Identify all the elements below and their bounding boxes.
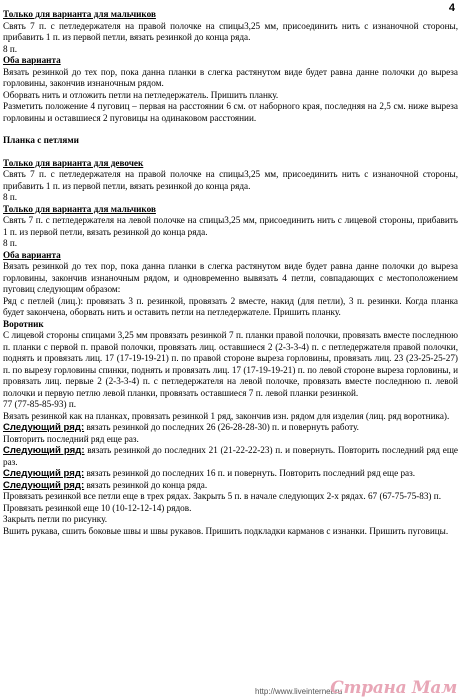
heading-both: Оба варианта [3,249,61,260]
footer-url: http://www.liveinternet.ru [255,687,343,696]
row-label: Следующий ряд: [3,445,85,456]
paragraph: Свять 7 п. с петледержателя на левой полочке на спицы3,25 мм, присоединить нить с лицевой стороны, прибавить 1 п. из первой петли, вязать резинкой до конца ряда. [3,215,458,237]
row-text: вязать резинкой до конца ряда. [84,479,208,490]
paragraph: Провязать резинкой все петли еще в трех рядах. Закрыть 5 п. в начале следующих 2-х рядах. 67 (67-75-75-83) п. [3,491,441,501]
heading-boys: Только для варианта для мальчиков [3,9,156,19]
paragraph: Вязать резинкой до тех пор, пока данна планки в слегка растянутом виде будет равна данне полочки до выреза горловины, закончив изнаночным рядом. [3,66,458,88]
row-instruction [3,445,458,468]
paragraph: 77 (77-85-85-93) п. [3,399,77,409]
paragraph: Разметить положение 4 пуговиц – первая на расстоянии 6 см. от наборного края, последняя на 2,5 см. ниже выреза горловины и оставшиеся 2 пуговицы на одинаковом расстоянии. [3,101,458,123]
paragraph: Свять 7 п. с петледержателя на правой полочке на спицы3,25 мм, присоединить нить с изнаночной стороны, прибавить 1 п. из первой петли, вязать резинкой до конца ряда. [3,20,458,42]
paragraph: Провязать резинкой еще 10 (10-12-12-14) рядов. [3,502,192,513]
site-watermark: Страна Мам [330,678,457,698]
document-body [3,9,458,537]
row-instruction [3,480,458,492]
row-text: вязать резинкой до последних 21 (21-22-22-23) п. и повернуть. Повторить последний ряд еще раз. [3,445,459,467]
row-label: Следующий ряд: [3,479,85,491]
row-instruction [3,468,458,480]
paragraph: С лицевой стороны спицами 3,25 мм провязать резинкой 7 п. планки правой полочки, провязать вместе последнюю п. планки с первой п. правой полочки, провязать лиц. оставшиеся 2 (2-3-3-4) п. с петледержателя правой полочки, поднять и провязать лиц. 17 (17-19-19-21) п. по правой стороне выреза горловины, провязать лиц. 23 (23-25-25-27) п. по вырезу горловины спинки, поднять и провязать лиц. 17 (17-19-19-21) п. по левой стороне выреза горловины, и провязать лиц. первые 2 (2-3-3-4) п. с петледержателя на левой полочке, провязать вместе последнюю п. левой полочки и первую петлю левой планки, провязать оставшиеся 7 п. левой планки резинкой. [3,330,458,398]
row-text: вязать резинкой до последних 16 п. и повернуть. Повторить последний ряд еще раз. [84,468,416,478]
row-instruction [3,422,458,434]
subheading-collar: Воротник [3,318,44,329]
paragraph: Вшить рукава, сшить боковые швы и швы рукавов. Пришить подкладки карманов с изнанки. Пришить пуговицы. [3,525,449,536]
paragraph: Вязать резинкой как на планках, провязать резинкой 1 ряд, закончив изн. рядом для изделия (лиц. ряд воротника). [3,410,450,421]
paragraph: Свять 7 п. с петледержателя на правой полочке на спицы3,25 мм, присоединить нить с изнаночной стороны, прибавить 1 п. из первой петли, вязать резинкой до конца ряда. [3,169,458,191]
heading-boys: Только для варианта для мальчиков [3,203,156,214]
paragraph: 8 п. [3,43,18,54]
paragraph: 8 п. [3,238,18,248]
row-label: Следующий ряд: [3,468,85,479]
row-label: Следующий ряд: [3,422,85,433]
paragraph: Закрыть петли по рисунку. [3,514,108,524]
heading-girls: Только для варианта для девочек [3,157,144,168]
paragraph: Повторить последний ряд еще раз. [3,433,139,444]
paragraph: Ряд с петлей (лиц.): провязать 3 п. резинкой, провязать 2 вместе, накид (для петли), 3 п. резинки. Когда планка будет закончена, оборвать нить и оставить петли на петледержателе. Пришить планку. [3,295,458,317]
paragraph: Оборвать нить и отложить петли на петледержатель. Пришить планку. [3,89,279,100]
paragraph: Вязать резинкой до тех пор, пока данна планки в слегка растянутом виде будет равна данне полочки до выреза горловины, закончив изнаночным рядом, и одновременно вывязать 4 петли, совпадающих с местоположением пуговиц следующим образом: [3,261,458,294]
row-text: вязать резинкой до последних 26 (26-28-28-30) п. и повернуть работу. [84,422,359,432]
heading-both: Оба варианта [3,55,61,65]
paragraph: 8 п. [3,192,18,202]
page-number: 4 [448,2,455,14]
section-title: Планка с петлями [3,135,79,145]
